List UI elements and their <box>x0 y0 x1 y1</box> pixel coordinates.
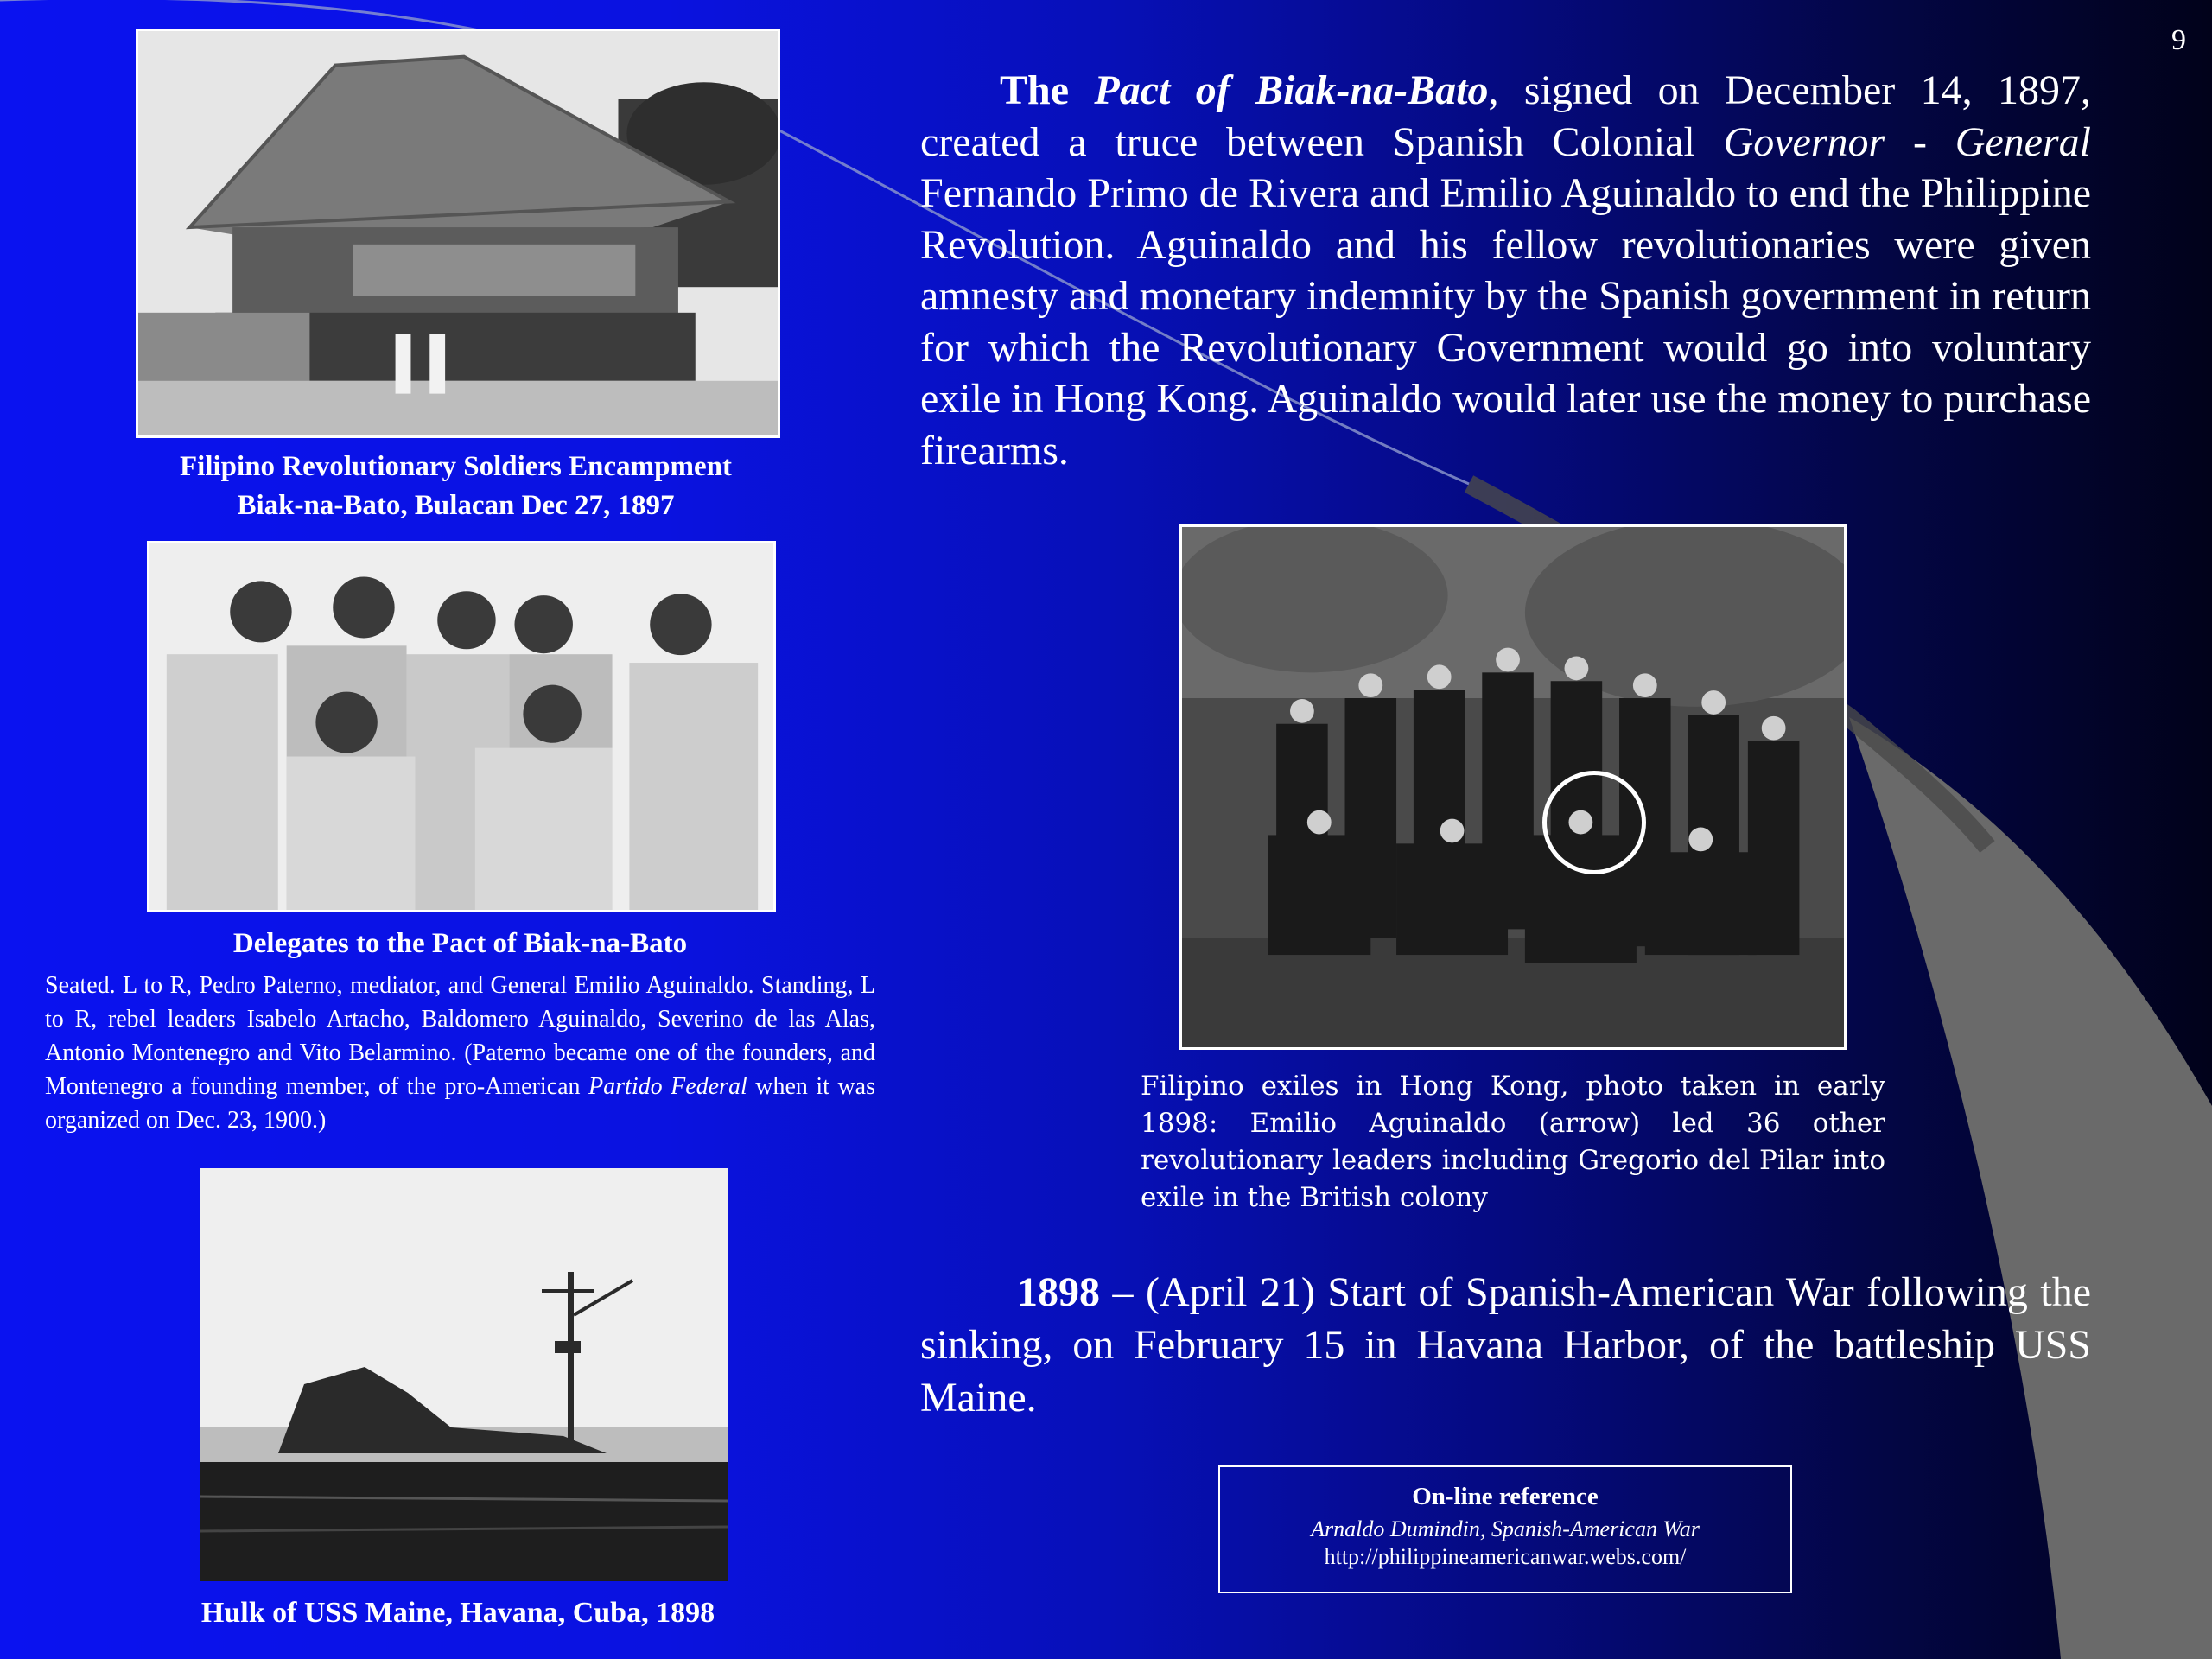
governor-general-italic: Governor - General <box>1723 118 2091 165</box>
hong-kong-exiles-photo <box>1179 524 1847 1050</box>
delegates-photo <box>147 541 776 912</box>
encampment-photo <box>136 29 780 438</box>
pact-paragraph <box>920 65 2091 476</box>
reference-title: On-line reference <box>1412 1483 1599 1510</box>
pact-text-2: Fernando Primo de Rivera and Emilio Aguinaldo to end the Philippine Revolution. Aguinaldo and his fellow revolutionaries were given amnesty and monetary indemnity by the Spanish government in return for which the Revolutionary Government would go into voluntary exile in Hong Kong. Aguinaldo would later use the money to purchase firearms. <box>920 170 2091 474</box>
delegates-description-text: Seated. L to R, Pedro Paterno, mediator, and General Emilio Aguinaldo. Standing, L to R, rebel leaders Isabelo Artacho, Baldomero Aguinaldo, Severino de las Alas, Antonio Montenegro and Vito Belarmino. (Paterno became one of the founders, and Montenegro a founding member, of the pro-American <box>45 972 875 1100</box>
reference-author: Arnaldo Dumindin, Spanish-American War <box>1311 1516 1700 1541</box>
encampment-caption-line1: Filipino Revolutionary Soldiers Encampment <box>180 451 732 482</box>
uss-maine-photo <box>200 1168 728 1581</box>
page-number: 9 <box>2171 24 2186 56</box>
encampment-caption <box>121 448 791 524</box>
aguinaldo-highlight-circle <box>1542 771 1646 874</box>
reference-url-link[interactable]: http://philippineamericanwar.webs.com/ <box>1324 1544 1687 1569</box>
pact-name: Pact of Biak-na-Bato <box>1094 67 1489 113</box>
uss-maine-caption: Hulk of USS Maine, Havana, Cuba, 1898 <box>200 1597 715 1629</box>
delegates-description <box>45 969 875 1137</box>
encampment-caption-line2: Biak-na-Bato, Bulacan Dec 27, 1897 <box>237 489 675 521</box>
spanish-american-war-paragraph <box>920 1266 2091 1424</box>
delegates-caption-title: Delegates to the Pact of Biak-na-Bato <box>232 928 688 959</box>
pact-lead: The <box>1000 67 1095 113</box>
pact-text-1: , signed on December 14, 1897, created a truce between Spanish Colonial <box>920 67 2092 165</box>
hong-kong-exiles-caption: Filipino exiles in Hong Kong, photo taken in early 1898: Emilio Aguinaldo (arrow) led 36 other revolutionary leaders including Gregorio del Pilar into exile in the British colony <box>1141 1071 1885 1213</box>
war-text: – (April 21) Start of Spanish-American War following the sinking, on February 15 in Havana Harbor, of the battleship USS Maine. <box>920 1269 2091 1421</box>
delegates-description-end: when it was organized on Dec. 23, 1900.) <box>45 1073 875 1134</box>
online-reference-box <box>1218 1465 1792 1593</box>
war-year: 1898 <box>1017 1269 1100 1315</box>
partido-federal-italic: Partido Federal <box>588 1073 747 1100</box>
